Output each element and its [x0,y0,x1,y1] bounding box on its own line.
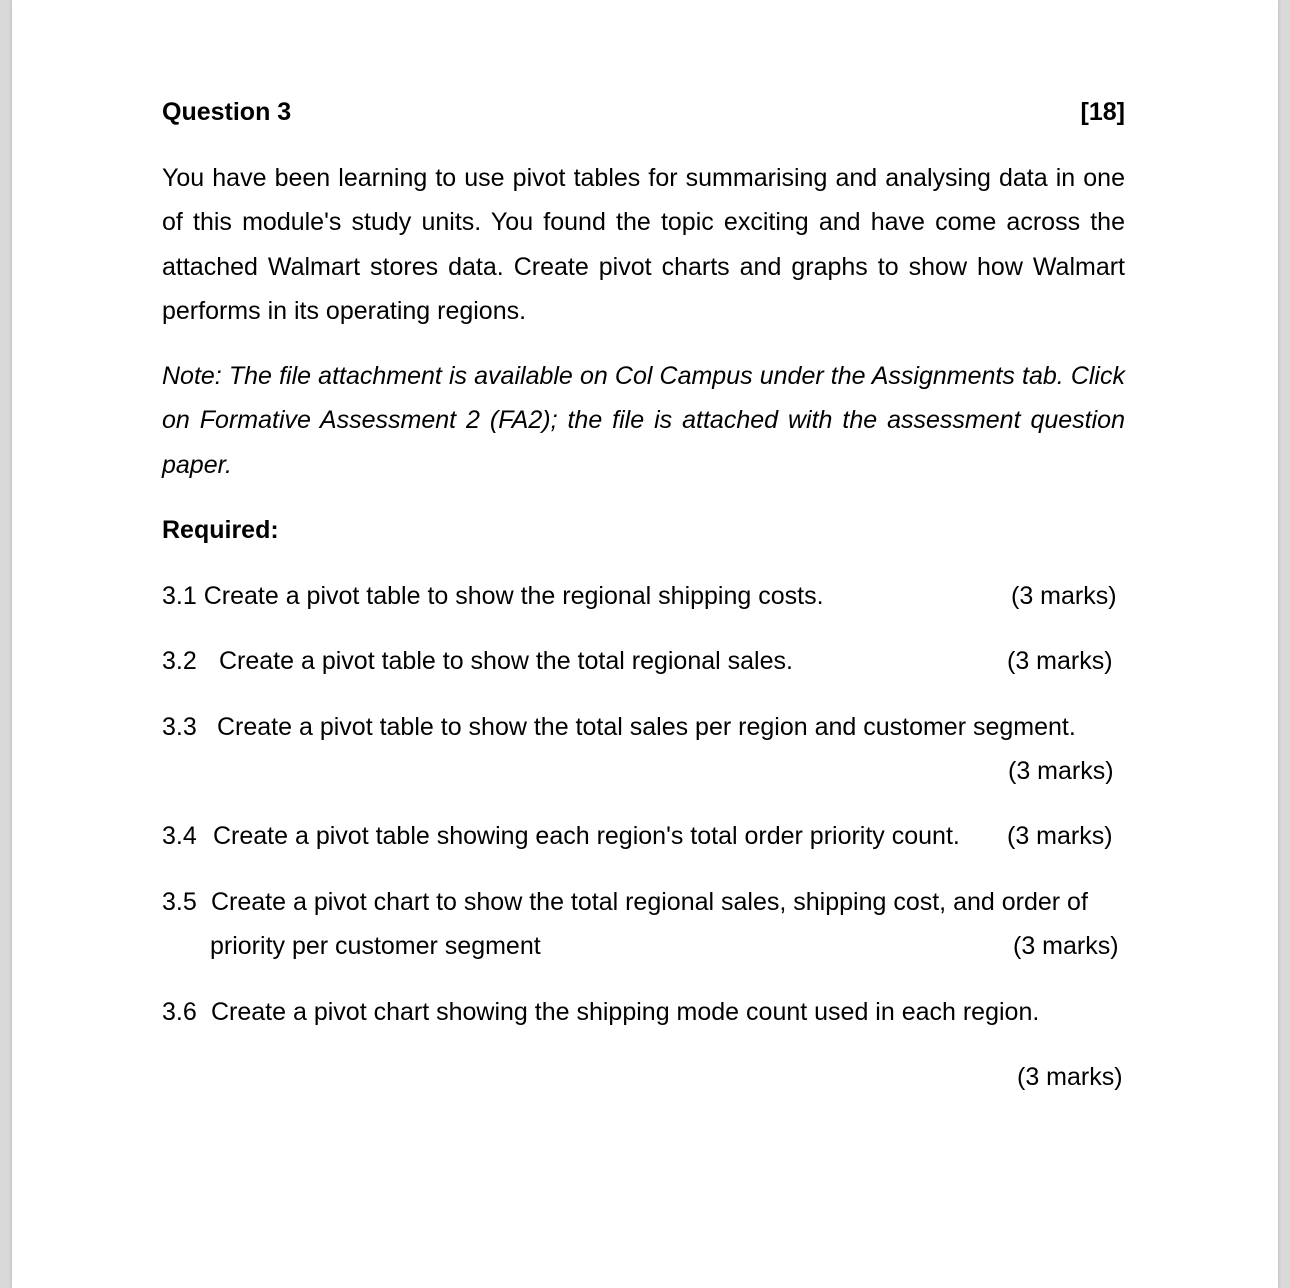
task-3-6-marks: (3 marks) [1017,1063,1123,1091]
note-line-2: on Formative Assessment 2 (FA2); the file is attached with the assessment question [162,406,1125,434]
task-3-2-number: 3.2 [162,647,197,675]
task-number: 3.1 [162,582,197,610]
task-3-1-marks: (3 marks) [1011,582,1117,610]
task-3-6-text: Create a pivot chart showing the shipping mode count used in each region. [211,998,1040,1026]
intro-line-4: performs in its operating regions. [162,297,527,325]
intro-line-2: of this module's study units. You found the topic exciting and have come across the [162,208,1125,236]
task-3-5-marks: (3 marks) [1013,932,1119,960]
intro-line-1: You have been learning to use pivot tables for summarising and analysing data in one [162,164,1125,192]
task-3-5-number: 3.5 [162,888,197,916]
question-total-marks: [18] [1080,98,1125,126]
note-line-1: Note: The file attachment is available on Col Campus under the Assignments tab. Click [162,362,1125,390]
task-3-2-marks: (3 marks) [1007,647,1113,675]
task-text: Create a pivot table to show the regional shipping costs. [203,582,824,610]
note-line-3: paper. [162,451,232,479]
task-3-3-text: Create a pivot table to show the total sales per region and customer segment. [217,713,1076,741]
task-3-5-text-continued: priority per customer segment [210,932,541,960]
task-3-6-number: 3.6 [162,998,197,1026]
intro-line-3: attached Walmart stores data. Create pivot charts and graphs to show how Walmart [162,253,1125,281]
question-title: Question 3 [162,98,292,126]
task-3-4-marks: (3 marks) [1007,822,1113,850]
task-3-4-number: 3.4 [162,822,197,850]
task-3-5-text: Create a pivot chart to show the total regional sales, shipping cost, and order of [211,888,1088,916]
task-3-3-marks: (3 marks) [1008,757,1114,785]
task-3-2-text: Create a pivot table to show the total regional sales. [219,647,793,675]
document-page [12,0,1278,1288]
required-heading: Required: [162,516,279,544]
task-3-1 [162,584,824,609]
task-3-3-number: 3.3 [162,713,197,741]
task-3-4-text: Create a pivot table showing each region's total order priority count. [213,822,960,850]
